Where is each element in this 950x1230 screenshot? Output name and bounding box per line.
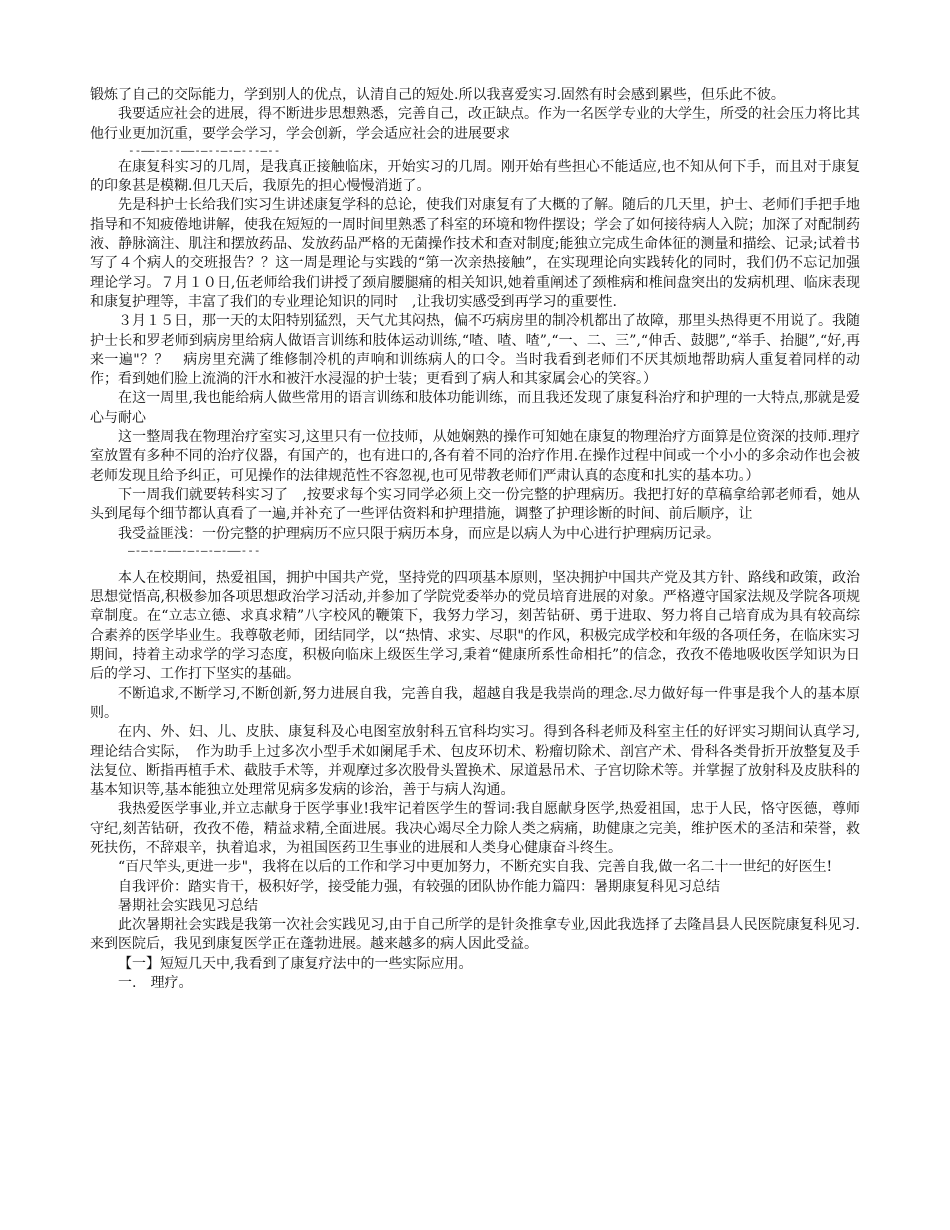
section-title: 暑期社会实践见习总结 [118, 897, 258, 914]
paragraph-7: 这一整周我在物理治疗室实习,这里只有一位技师，从她娴熟的操作可知她在康复的物理治疗方面算是位资深的技师.理疗室放置有多种不同的治疗仪器，有国产的，也有进口的,各有着不同的治疗作用.在操作过程中间或一个小小的多余动作也会被老师发现且给予纠正，可见操作的法律规范性不容忽视,也可见带教老师们严肃认真的态度和扎实的基本功。） [90, 429, 860, 484]
paragraph-12: 在内、外、妇、儿、皮肤、康复科及心电图室放射科五官科均实习。得到各科老师及科室主任的好评实习期间认真学习,理论结合实际， 作为助手上过多次小型手术如阑尾手术、包皮环切术、粉瘤切除术、剖宫产术、骨科各类骨折开放整复及手法复位、断指再植手术、截肢手术等，并观摩过多次股骨头置换术、尿道悬吊术、子宫切除术等。并掌握了放射科及皮肤科的基本知识等,基本能独立处理常见病多发病的诊治，善于与病人沟通。 [90, 724, 860, 799]
self-evaluation: 自我评价：踏实肯干，极积好学，接受能力强，有较强的团队协作能力篇四：暑期康复科见习总结 [118, 878, 720, 895]
paragraph-8: 下一周我们就要转科实习了 ,按要求每个实习同学必须上交一份完整的护理病历。我把打好的草稿拿给郭老师看，她从头到尾每个细节都认真看了一遍,并补充了一些评估资料和护理措施，调整了护理诊断的时间、前后顺序，让 [90, 486, 860, 523]
separator-line-2: —-—-—-——-—-—-—-——--- [128, 545, 261, 556]
document-page [90, 86, 860, 993]
paragraph-5: ３月１５日，那一天的太阳特别猛烈，天气尤其闷热，偏不巧病房里的制冷机都出了故障，那里头热得更不用说了。我随护士长和罗老师到病房里给病人做语言训练和肢体运动训练,“喳、喳、喳”,“一、二、三”,“伸舌、鼓腮”,“举手、抬腿”,“好,再来一遍"？？ 病房里充满了维修制冷机的声响和训练病人的口令。当时我看到老师们不厌其烦地帮助病人重复着同样的动作；看到她们脸上流淌的汗水和被汗水浸湿的护士装；更看到了病人和其家属会心的笑容。） [90, 313, 860, 388]
paragraph-3: 在康复科实习的几周，是我真正接触临床，开始实习的几周。刚开始有些担心不能适应,也不知从何下手，而且对于康复的印象甚是模糊.但几天后，我原先的担心慢慢消逝了。 [90, 158, 860, 195]
paragraph-13: 我热爱医学事业,并立志献身于医学事业!我牢记着医学生的誓词:我自愿献身医学,热爱祖国，忠于人民，恪守医德，尊师守纪,刻苦钻研，孜孜不倦，精益求精,全面进展。我决心竭尽全力除人类之病痛，助健康之完美，维护医术的圣洁和荣誉，救死扶伤，不辞艰辛，执着追求，为祖国医药卫生事业的进展和人类身心健康奋斗终生。 [90, 801, 860, 856]
paragraph-9: 我受益匪浅：一份完整的护理病历不应只限于病历本身，而应是以病人为中心进行护理病历记录。 [118, 525, 720, 542]
paragraph-2: 我要适应社会的进展，得不断进步思想熟悉，完善自己，改正缺点。作为一名医学专业的大学生，所受的社会压力将比其他行业更加沉重，要学会学习，学会创新，学会适应社会的进展要求 [90, 106, 860, 142]
paragraph-19: 一. 理疗。 [118, 975, 193, 992]
separator-line-1: --——-—--——-—--—-—---—-- [128, 145, 281, 156]
paragraph-4: 先是科护士长给我们实习生讲述康复学科的总论，使我们对康复有了大概的了解。随后的几天里，护士、老师们手把手地指导和不知疲倦地讲解，使我在短短的一周时间里熟悉了科室的环境和物件摆设；学会了如何接待病人入院；加深了对配制药液、静脉滴注、肌注和摆放药品、发放药品严格的无菌操作技术和查对制度;能独立完成生命体征的测量和描绘、记录;试着书写了４个病人的交班报告？？这一周是理论与实践的“第一次亲热接触”，在实现理论向实践转化的同时，我们仍不忘记加强理论学习。７月１０日,伍老师给我们讲授了颈肩腰腿痛的相关知识,她着重阐述了颈椎病和椎间盘突出的发病机理、临床表现和康复护理等，丰富了我们的专业理论知识的同时 ,让我切实感受到再学习的重要性. [90, 197, 860, 310]
paragraph-18: 【一】短短几天中,我看到了康复疗法中的一些实际应用。 [118, 955, 473, 972]
paragraph-1: 锻炼了自己的交际能力，学到别人的优点，认清自己的短处.所以我喜爱实习.固然有时会感到累些，但乐此不彼。 [90, 87, 785, 103]
paragraph-11: 不断追求,不断学习,不断创新,努力进展自我，完善自我，超越自我是我崇尚的理念.尽力做好每一件事是我个人的基本原则。 [90, 685, 860, 721]
paragraph-10: 本人在校期间，热爱祖国，拥护中国共产党，坚持党的四项基本原则，坚决拥护中国共产党及其方针、路线和政策，政治思想觉悟高,积极参加各项思想政治学习活动,并参加了学院党委举办的党员培育进展的对象。严格遵守国家法规及学院各项规章制度。在“立志立德、求真求精”八字校风的鞭策下，我努力学习，刻苦钻研、勇于进取、努力将自己培育成为具有较高综合素养的医学毕业生。我尊敬老师，团结同学，以“热情、求实、尽职"的作风，积极完成学校和年级的各项任务，在临床实习期间，持着主动求学的学习态度，积极向临床上级医生学习,秉着“健康所系性命相托”的信念，孜孜不倦地吸收医学知识为日后的学习、工作打下坚实的基础。 [90, 569, 860, 683]
spacer [90, 558, 860, 569]
paragraph-17: 此次暑期社会实践是我第一次社会实践见习,由于自己所学的是针灸推拿专业,因此我选择了去隆昌县人民医院康复科见习. 来到医院后，我见到康复医学正在蓬勃进展。越来越多的病人因此受益。 [90, 917, 860, 953]
paragraph-14: “百尺竿头,更进一步"，我将在以后的工作和学习中更加努力，不断充实自我、完善自我,做一名二十一世纪的好医生! [118, 859, 833, 876]
paragraph-6: 在这一周里,我也能给病人做些常用的语言训练和肢体功能训练，而且我还发现了康复科治疗和护理的一大特点,那就是爱心与耐心 [90, 390, 860, 426]
